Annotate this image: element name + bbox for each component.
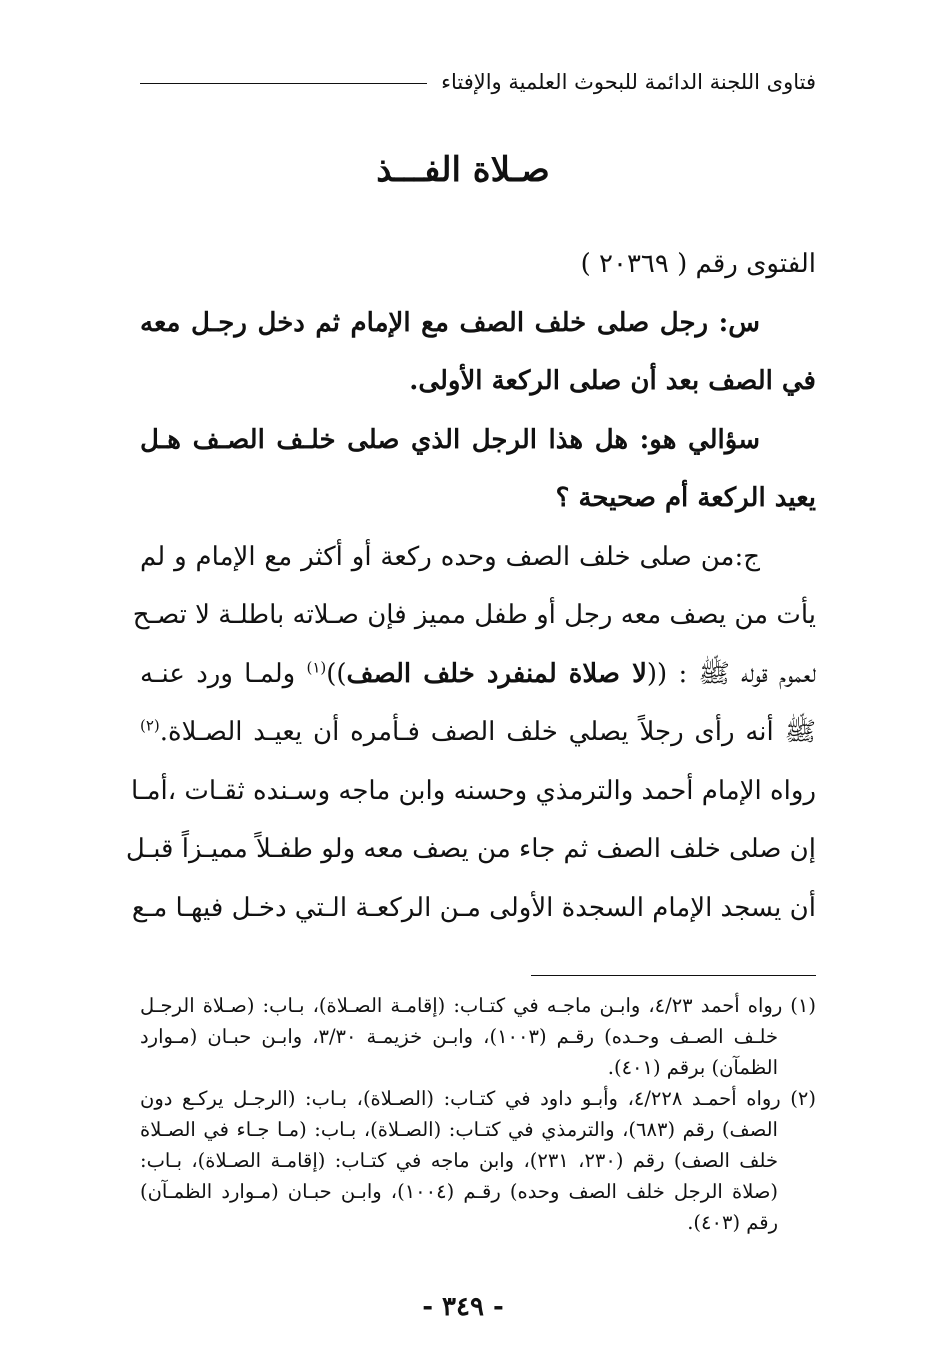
footnote-line: الظمآن) برقم (٤٠١).: [607, 1056, 778, 1079]
hadith-quote: لا صلاة لمنفرد خلف الصف: [346, 658, 647, 689]
answer-text: ولمـا ورد عنـه: [140, 658, 307, 689]
running-header: [140, 62, 816, 102]
answer-line: [140, 703, 816, 762]
question-line: في الصف بعد أن صلى الركعة الأولى.: [409, 366, 816, 396]
footnote-line: خلف الصف) رقم (٢٣٠، ٢٣١)، وابن ماجه في كتـاب: (إقامـة الصـلاة)، بـاب:: [140, 1149, 779, 1172]
answer-text: لعموم قوله ﷺ : ((: [646, 658, 816, 689]
question-line: سؤالي هو: هل هذا الرجل الذي صلى خلـف الصـف هـل: [140, 424, 760, 455]
question-line: س: رجل صلى خلف الصف مع الإمام ثم دخل رجـل معه: [140, 307, 760, 338]
footnote-line: (صلاة الرجل خلف الصف وحده) رقـم (١٠٠٤)، وابـن حبـان (مـوارد الظمـآن): [140, 1180, 778, 1203]
footnote-ref: (١): [306, 657, 327, 676]
body-text: [125, 235, 816, 937]
quote-close: )): [326, 658, 347, 689]
footnote-line: رقم (٤٠٣).: [687, 1211, 778, 1234]
header-rule: [140, 83, 427, 84]
footnote-line: خلـف الصـف وحـده) رقـم (١٠٠٣)، وابـن خزيمـة ٣/٣٠، وابـن حبـان (مـوارد: [140, 1025, 779, 1048]
answer-line: ج:من صلى خلف الصف وحده ركعة أو أكثر مع الإمام و لم: [140, 541, 760, 572]
fatwa-number: الفتوى رقم ( ٢٠٣٦٩ ): [580, 249, 816, 279]
answer-line: أن يسجد الإمام السجدة الأولى مـن الركعـة الـتي دخـل فيهـا مـع: [131, 892, 816, 923]
footnote-rule: [531, 975, 816, 976]
footnote-line: (٢) رواه أحمـد ٤/٢٢٨، وأبـو داود في كتـاب: (الصـلاة)، بـاب: (الرجـل يركـع دون: [140, 1087, 816, 1110]
answer-line: رواه الإمام أحمد والترمذي وحسنه وابن ماجه وسـنده ثقـات ،أمـا: [131, 775, 816, 806]
answer-line: [140, 645, 816, 704]
chapter-title: صـلاة الفـــذ: [376, 150, 550, 190]
answer-line: يأت من يصف معه رجل أو طفل مميز فإن صـلاته باطلـة لا تصـح: [132, 600, 816, 630]
running-title: فتاوى اللجنة الدائمة للبحوث العلمية والإفتاء: [441, 70, 816, 94]
answer-line: إن صلى خلف الصف ثم جاء من يصف معه ولو طفـلاً مميـزاً قبـل: [125, 834, 816, 864]
footnote-line: (١) رواه أحمد ٤/٢٣، وابـن ماجـه في كتـاب: (إقامـة الصـلاة)، بـاب: (صـلاة الرجـل: [140, 994, 816, 1017]
question-line: يعيد الركعة أم صحيحة ؟: [555, 483, 816, 513]
answer-text: ﷺ أنه رأى رجلاً يصلي خلف الصف فـأمره أن يعيـد الصـلاة.: [159, 717, 816, 747]
footnotes: [140, 990, 816, 1238]
page-number: - ٣٤٩ -: [422, 1292, 504, 1322]
footnote-line: الصف) رقم (٦٨٣)، والترمذي في كتـاب: (الصـلاة)، بـاب: (مـا جـاء في الصـلاة: [140, 1118, 778, 1141]
footnote-ref: (٢): [140, 716, 160, 735]
